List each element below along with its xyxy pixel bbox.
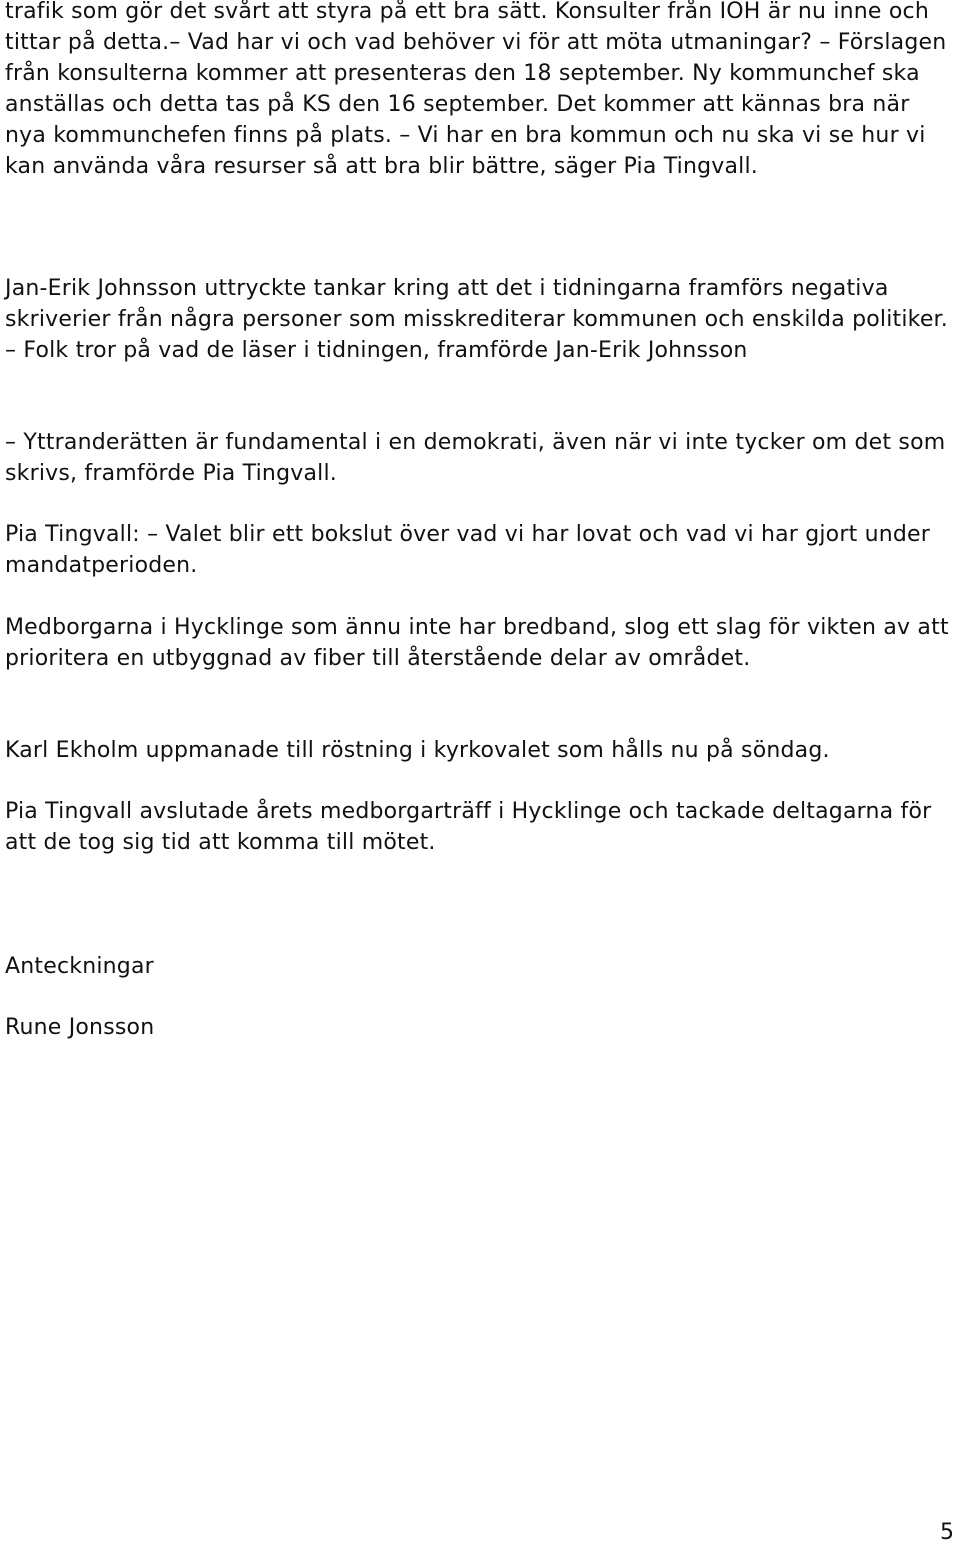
page-number: 5 bbox=[940, 1520, 954, 1545]
paragraph-1: trafik som gör det svårt att styra på ett bra sätt. Konsulter från IOH är nu inne och tittar på detta.– Vad har vi och vad behöver vi för att möta utmaningar? – Förslagen från konsulterna kommer att presenteras den 18 september. Ny kommunchef ska anställas och detta tas på KS den 16 september. Det kommer att kännas bra när nya kommunchefen finns på plats. – Vi har en bra kommun och nu ska vi se hur vi kan använda våra resurser så att bra blir bättre, säger Pia Tingvall. bbox=[5, 0, 947, 179]
paragraph-4: Pia Tingvall: – Valet blir ett bokslut över vad vi har lovat och vad vi har gjort under mandatperioden. bbox=[5, 522, 931, 578]
author-signature: Rune Jonsson bbox=[5, 1015, 155, 1040]
paragraph-6: Karl Ekholm uppmanade till röstning i kyrkovalet som hålls nu på söndag. bbox=[5, 738, 830, 763]
paragraph-7: Pia Tingvall avslutade årets medborgarträff i Hycklinge och tackade deltagarna för att de tog sig tid att komma till mötet. bbox=[5, 799, 932, 855]
paragraph-3: – Yttranderätten är fundamental i en demokrati, även när vi inte tycker om det som skrivs, framförde Pia Tingvall. bbox=[5, 430, 946, 486]
notes-heading: Anteckningar bbox=[5, 954, 154, 979]
paragraph-2: Jan-Erik Johnsson uttryckte tankar kring att det i tidningarna framförs negativa skriverier från några personer som misskrediterar kommunen och enskilda politiker. – Folk tror på vad de läser i tidningen, framförde Jan-Erik Johnsson bbox=[5, 276, 948, 363]
paragraph-5: Medborgarna i Hycklinge som ännu inte har bredband, slog ett slag för vikten av att prioritera en utbyggnad av fiber till återstående delar av området. bbox=[5, 615, 949, 671]
